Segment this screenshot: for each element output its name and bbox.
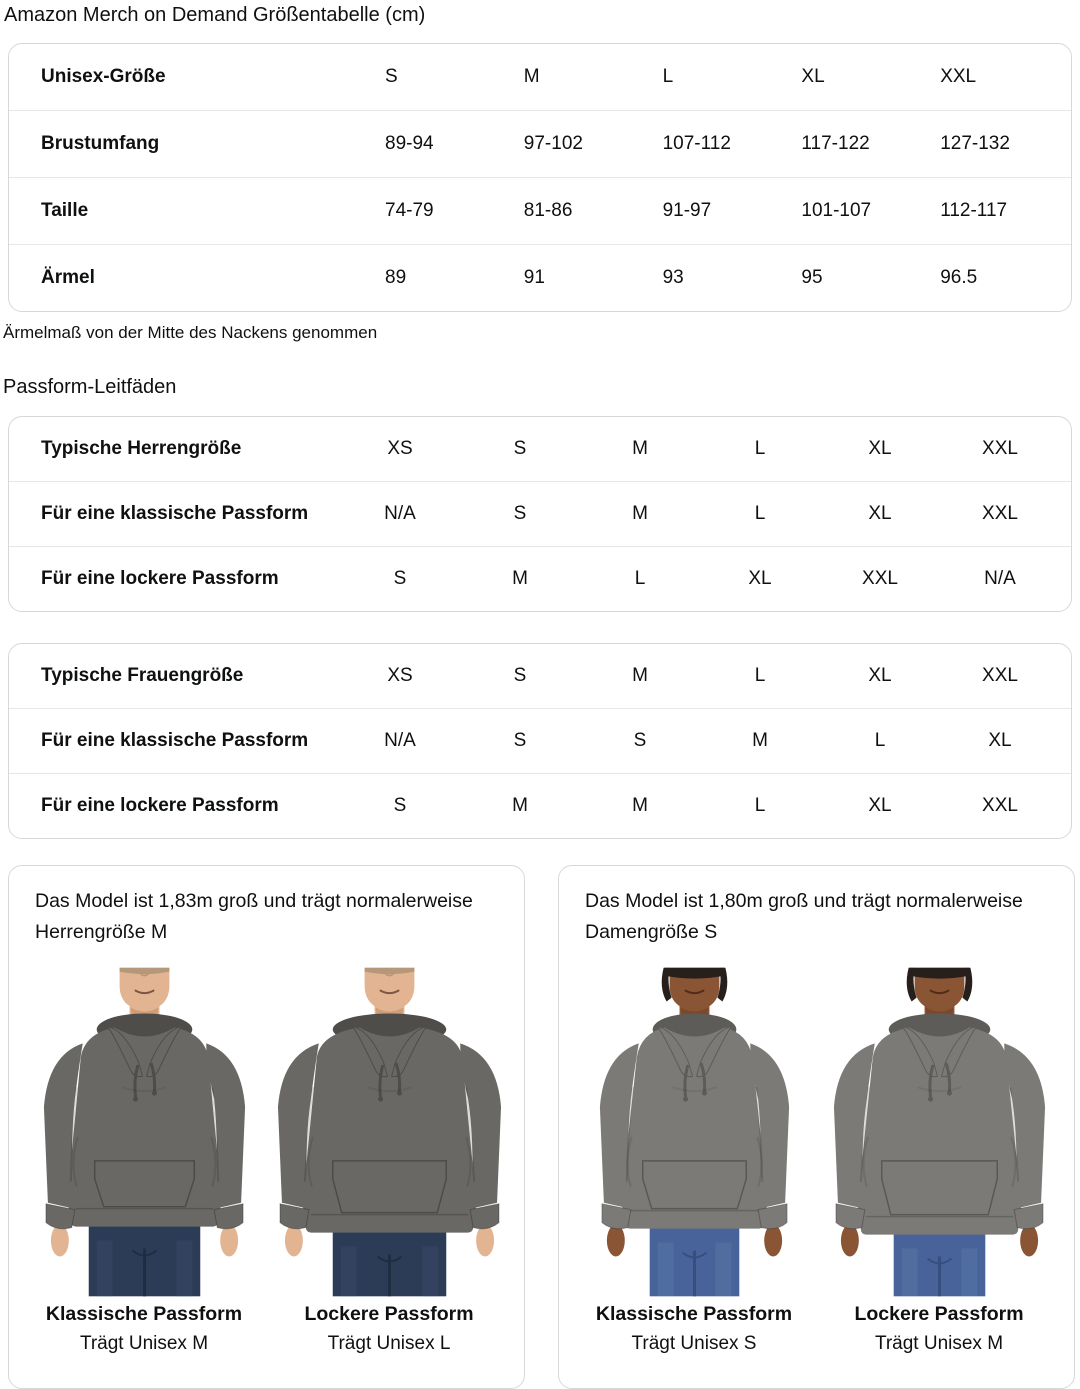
size-value: 112-117 (940, 200, 1008, 221)
table-row (9, 644, 1071, 708)
model-photo-loose-fit (821, 967, 1058, 1297)
size-caption: Trägt Unisex M (79, 1333, 209, 1354)
col-header: S (513, 665, 527, 686)
fit-value: N/A (984, 568, 1016, 589)
fit-value: S (393, 795, 407, 816)
model-photo-classic-fit (26, 967, 263, 1297)
fit-value: XXL (982, 795, 1018, 816)
model-photo-classic-fit (576, 967, 813, 1297)
model-cards (8, 865, 1080, 1389)
row-label: Für eine klassische Passform (41, 503, 309, 524)
fit-value: L (874, 730, 886, 751)
table-row (9, 110, 1071, 177)
fit-value: XL (988, 730, 1012, 751)
table-row (9, 244, 1071, 311)
col-header: M (523, 66, 540, 87)
table-row (9, 177, 1071, 244)
col-header: L (662, 66, 674, 87)
col-header: XXL (982, 665, 1018, 686)
fit-value: L (754, 795, 766, 816)
model-figure (576, 967, 813, 1355)
unisex-size-table (8, 43, 1072, 312)
fit-value: M (512, 568, 528, 589)
col-header: XL (868, 438, 892, 459)
womens-fit-table (8, 643, 1072, 839)
fit-value: M (632, 503, 648, 524)
table-row (9, 708, 1071, 773)
size-value: 101-107 (801, 200, 872, 221)
fit-value: S (513, 730, 527, 751)
row-label: Für eine lockere Passform (41, 568, 279, 589)
table-row (9, 417, 1071, 481)
fit-value: XL (868, 503, 892, 524)
fit-value: S (513, 503, 527, 524)
row-label: Brustumfang (41, 133, 160, 154)
table-row (9, 481, 1071, 546)
col-header: L (754, 665, 766, 686)
table-row (9, 44, 1071, 110)
fit-value: L (634, 568, 646, 589)
model-photo-loose-fit (271, 967, 508, 1297)
model-description: Das Model ist 1,83m groß und trägt normalerweise Herrengröße M (35, 890, 473, 943)
size-value: 127-132 (940, 133, 1010, 154)
fit-value: L (754, 503, 766, 524)
row-label: Taille (41, 200, 89, 221)
size-value: 74-79 (385, 200, 434, 221)
row-label: Typische Frauengröße (41, 665, 244, 686)
fit-value: N/A (384, 503, 416, 524)
fit-value: XXL (862, 568, 898, 589)
model-figure (271, 967, 508, 1355)
fit-caption: Lockere Passform (304, 1303, 474, 1325)
row-label: Ärmel (41, 267, 95, 288)
row-label: Für eine klassische Passform (41, 730, 309, 751)
fit-value: XL (748, 568, 772, 589)
fit-value: M (752, 730, 768, 751)
col-header: XL (801, 66, 825, 87)
col-header: XS (387, 665, 413, 686)
row-label: Für eine lockere Passform (41, 795, 279, 816)
col-header: XXL (940, 66, 977, 87)
size-caption: Trägt Unisex S (631, 1333, 757, 1354)
fit-caption: Klassische Passform (595, 1303, 793, 1325)
row-label: Typische Herrengröße (41, 438, 242, 459)
model-figure (26, 967, 263, 1355)
page-title: Amazon Merch on Demand Größentabelle (cm) (4, 4, 426, 26)
fit-guide-heading: Passform-Leitfäden (3, 376, 177, 398)
size-value: 93 (662, 267, 684, 288)
col-header: XL (868, 665, 892, 686)
size-caption: Trägt Unisex M (874, 1333, 1004, 1354)
fit-caption: Lockere Passform (854, 1303, 1024, 1325)
size-value: 89 (385, 267, 407, 288)
size-value: 107-112 (662, 133, 731, 154)
fit-value: XL (868, 795, 892, 816)
figures-row (559, 967, 1074, 1355)
size-value: 91 (523, 267, 545, 288)
size-value: 89-94 (385, 133, 434, 154)
figures-row (9, 967, 524, 1355)
fit-value: M (512, 795, 528, 816)
table-row (9, 773, 1071, 838)
fit-value: S (393, 568, 407, 589)
sleeve-note: Ärmelmaß von der Mitte des Nackens genommen (3, 323, 378, 342)
col-header: M (632, 665, 648, 686)
size-value: 96.5 (940, 267, 978, 288)
size-caption: Trägt Unisex L (327, 1333, 451, 1354)
size-value: 97-102 (523, 133, 583, 154)
model-card-men (8, 865, 525, 1389)
fit-value: N/A (384, 730, 416, 751)
table-row (9, 546, 1071, 611)
fit-value: S (633, 730, 647, 751)
size-value: 117-122 (801, 133, 870, 154)
mens-fit-table (8, 416, 1072, 612)
size-value: 95 (801, 267, 823, 288)
row-label: Unisex-Größe (41, 66, 166, 87)
col-header: XXL (982, 438, 1018, 459)
size-value: 81-86 (523, 200, 573, 221)
model-figure (821, 967, 1058, 1355)
col-header: XS (387, 438, 413, 459)
fit-caption: Klassische Passform (45, 1303, 243, 1325)
col-header: S (385, 66, 398, 87)
model-card-women (558, 865, 1075, 1389)
col-header: L (754, 438, 766, 459)
model-description: Das Model ist 1,80m groß und trägt normalerweise Damengröße S (585, 890, 1023, 943)
col-header: M (632, 438, 648, 459)
fit-value: M (632, 795, 648, 816)
size-value: 91-97 (662, 200, 712, 221)
fit-value: XXL (982, 503, 1018, 524)
col-header: S (513, 438, 527, 459)
